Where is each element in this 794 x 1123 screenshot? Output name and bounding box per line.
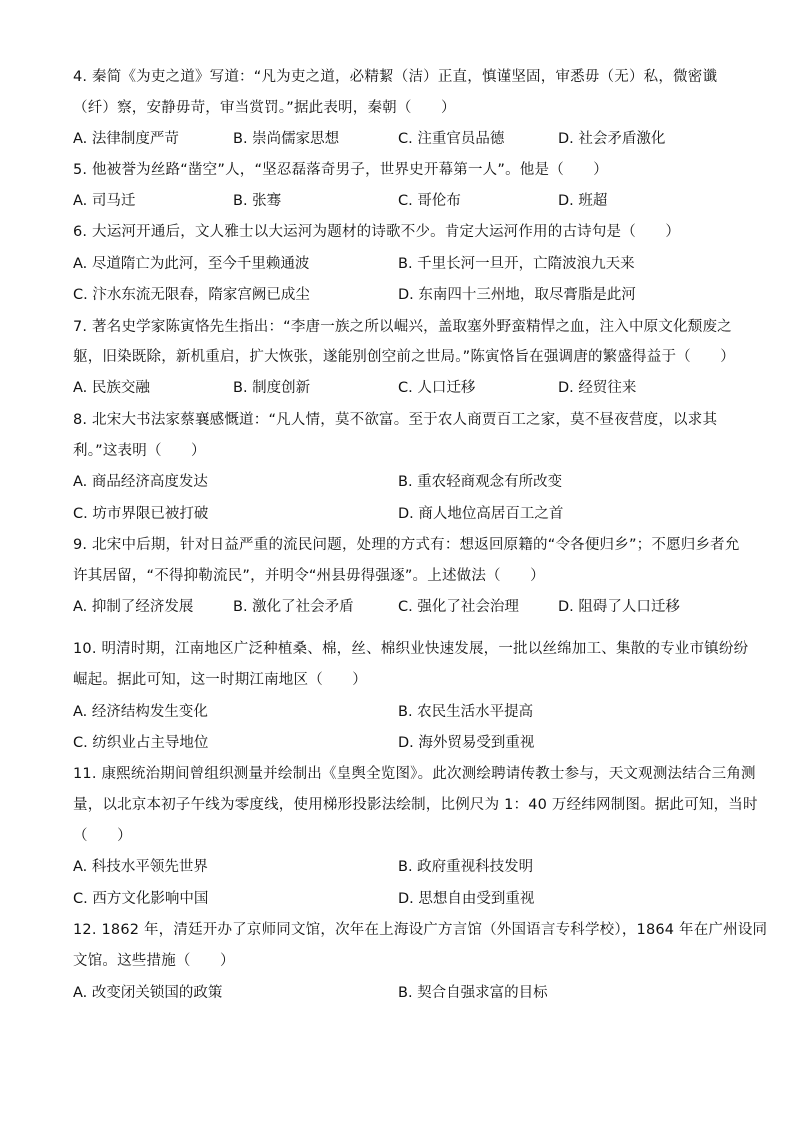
q4-option-b[interactable]: B. 崇尚儒家思想 — [233, 131, 340, 147]
q8-option-a[interactable]: A. 商品经济高度发达 — [73, 474, 208, 490]
q11-stem-line-1: 11. 康熙统治期间曾组织测量并绘制出《皇舆全览图》。此次测绘聘请传教士参与，天文观测法结合三角测 — [73, 766, 756, 782]
q9-option-b[interactable]: B. 激化了社会矛盾 — [233, 599, 354, 615]
q7-stem-line-2: 躯，旧染既除，新机重启，扩大恢张，遂能别创空前之世局。”陈寅恪旨在强调唐的繁盛得益于（ ） — [73, 349, 735, 365]
q10-option-a[interactable]: A. 经济结构发生变化 — [73, 704, 208, 720]
q9-option-d[interactable]: D. 阻碍了人口迁移 — [558, 599, 680, 615]
q8-option-b[interactable]: B. 重农轻商观念有所改变 — [398, 474, 563, 490]
q5-option-d[interactable]: D. 班超 — [558, 193, 608, 209]
q8-stem-line-1: 8. 北宋大书法家蔡襄感慨道：“凡人情，莫不欲富。至于农人商贾百工之家，莫不昼夜营度，以求其 — [73, 412, 718, 428]
q5-option-b[interactable]: B. 张骞 — [233, 193, 282, 209]
q11-option-c[interactable]: C. 西方文化影响中国 — [73, 891, 209, 907]
q11-option-d[interactable]: D. 思想自由受到重视 — [398, 891, 535, 907]
q4-stem-line-1: 4. 秦简《为吏之道》写道：“凡为吏之道，必精絜（洁）正直，慎谨坚固，审悉毋（无）私，微密谶 — [73, 69, 718, 85]
q9-option-c[interactable]: C. 强化了社会治理 — [398, 599, 519, 615]
q9-option-a[interactable]: A. 抑制了经济发展 — [73, 599, 194, 615]
q10-option-d[interactable]: D. 海外贸易受到重视 — [398, 735, 535, 751]
q7-option-b[interactable]: B. 制度创新 — [233, 380, 311, 396]
q12-option-a[interactable]: A. 改变闭关锁国的政策 — [73, 985, 223, 1001]
q9-stem-line-2: 许其居留，“不得抑勒流民”，并明令“州县毋得强逐”。上述做法（ ） — [73, 568, 545, 584]
q7-option-a[interactable]: A. 民族交融 — [73, 380, 150, 396]
q11-stem-line-2: 量，以北京本初子午线为零度线，使用梯形投影法绘制，比例尺为 1：40 万经纬网制图。据此可知，当时 — [73, 797, 758, 813]
q10-stem-line-1: 10. 明清时期，江南地区广泛种植桑、棉，丝、棉织业快速发展，一批以丝绵加工、集散的专业市镇纷纷 — [73, 641, 749, 657]
q5-stem-line-1: 5. 他被誉为丝路“凿空”人，“坚忍磊落奇男子，世界史开幕第一人”。他是（ ） — [73, 162, 608, 178]
q8-stem-line-2: 利。”这表明（ ） — [73, 443, 206, 459]
q5-option-c[interactable]: C. 哥伦布 — [398, 193, 461, 209]
q10-option-c[interactable]: C. 纺织业占主导地位 — [73, 735, 209, 751]
q10-stem-line-2: 崛起。据此可知，这一时期江南地区（ ） — [73, 672, 367, 688]
q8-option-c[interactable]: C. 坊市界限已被打破 — [73, 506, 209, 522]
q11-option-a[interactable]: A. 科技水平领先世界 — [73, 859, 208, 875]
q8-option-d[interactable]: D. 商人地位高居百工之首 — [398, 506, 564, 522]
q6-stem-line-1: 6. 大运河开通后，文人雅士以大运河为题材的诗歌不少。肯定大运河作用的古诗句是（ ） — [73, 224, 681, 240]
q12-option-b[interactable]: B. 契合自强求富的目标 — [398, 985, 548, 1001]
q5-option-a[interactable]: A. 司马迁 — [73, 193, 136, 209]
q10-option-b[interactable]: B. 农民生活水平提高 — [398, 704, 534, 720]
q11-option-b[interactable]: B. 政府重视科技发明 — [398, 859, 534, 875]
q4-stem-line-2: （纤）察，安静毋苛，审当赏罚。”据此表明，秦朝（ ） — [73, 100, 456, 116]
q6-option-b[interactable]: B. 千里长河一旦开，亡隋波浪九天来 — [398, 256, 635, 272]
q6-option-c[interactable]: C. 汴水东流无限春，隋家宫阙已成尘 — [73, 287, 310, 303]
q7-option-c[interactable]: C. 人口迁移 — [398, 380, 476, 396]
q7-option-d[interactable]: D. 经贸往来 — [558, 380, 637, 396]
q12-stem-line-1: 12. 1862 年，清廷开办了京师同文馆，次年在上海设广方言馆（外国语言专科学校），1864 年在广州设同 — [73, 922, 768, 938]
q12-stem-line-2: 文馆。这些措施（ ） — [73, 953, 235, 969]
q4-option-a[interactable]: A. 法律制度严苛 — [73, 131, 179, 147]
q9-stem-line-1: 9. 北宋中后期，针对日益严重的流民问题，处理的方式有：想返回原籍的“令各便归乡”；不愿归乡者允 — [73, 537, 740, 553]
q6-option-a[interactable]: A. 尽道隋亡为此河，至今千里赖通波 — [73, 256, 310, 272]
q6-option-d[interactable]: D. 东南四十三州地，取尽膏脂是此河 — [398, 287, 636, 303]
q4-option-d[interactable]: D. 社会矛盾激化 — [558, 131, 666, 147]
q4-option-c[interactable]: C. 注重官员品德 — [398, 131, 505, 147]
q11-stem-line-3: （ ） — [73, 828, 132, 844]
q7-stem-line-1: 7. 著名史学家陈寅恪先生指出：“李唐一族之所以崛兴，盖取塞外野蛮精悍之血，注入中原文化颓废之 — [73, 319, 732, 335]
